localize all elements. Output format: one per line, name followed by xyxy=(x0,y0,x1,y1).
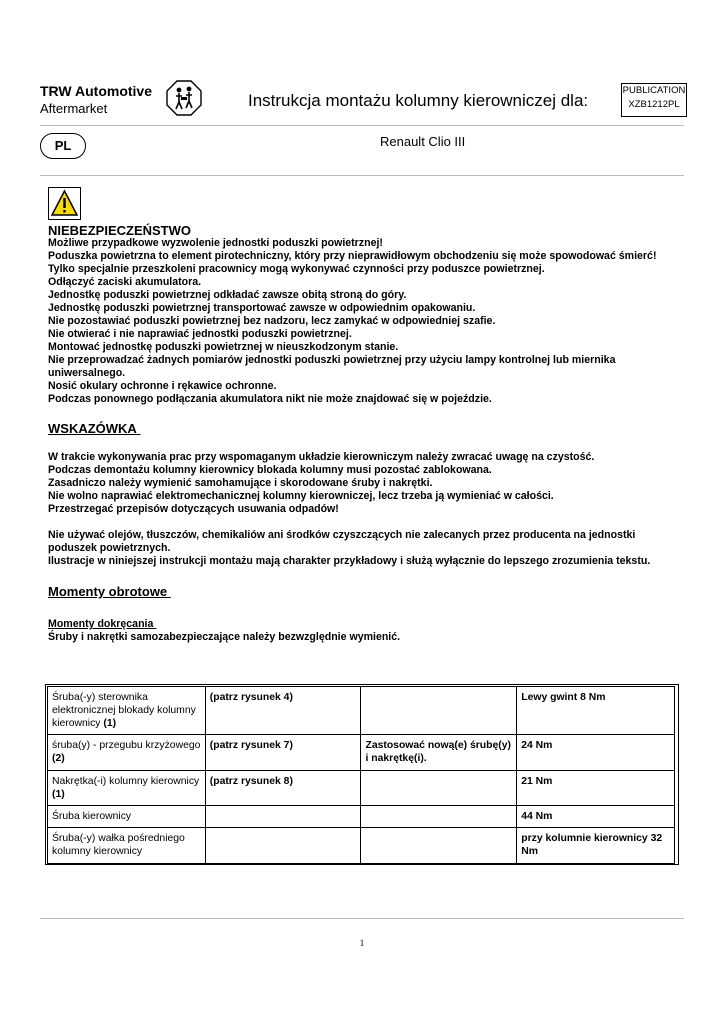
note-line: Podczas demontażu kolumny kierownicy blokada kolumny musi pozostać zablokowana. xyxy=(48,464,492,476)
safety-line: Montować jednostkę poduszki powietrznej w nieuszkodzonym stanie. xyxy=(48,341,399,353)
mechanic-octagon-icon xyxy=(166,80,202,116)
ref-cell xyxy=(205,771,361,806)
part-number: (1) xyxy=(103,718,117,729)
torque-subheading-text: Momenty dokręcania xyxy=(48,618,154,630)
company-division: Aftermarket xyxy=(40,101,108,116)
note-line: Przestrzegać przepisów dotyczących usuwania odpadów! xyxy=(48,503,339,515)
footer-divider xyxy=(40,918,684,919)
language-badge: PL xyxy=(40,133,86,159)
part-text: Śruba(-y) wałka pośredniego kolumny kierownicy xyxy=(52,833,185,857)
safety-line: Nie przeprowadzać żadnych pomiarów jednostki poduszki powietrznej przy użyciu lampy kontrolnej lub miernika uniwersalnego. xyxy=(48,354,616,379)
torque-note: Śruby i nakrętki samozabezpieczające należy bezwzględnie wymienić. xyxy=(48,631,401,643)
table-row xyxy=(48,806,675,828)
note-cell xyxy=(361,735,517,771)
part-text: Nakrętka(-i) kolumny kierownicy xyxy=(52,776,200,787)
safety-line: Nie pozostawiać poduszki powietrznej bez nadzoru, lecz zamykać w odpowiedniej szafie. xyxy=(48,315,496,327)
note-cell xyxy=(361,828,517,864)
note-cell xyxy=(361,806,517,828)
value-cell xyxy=(517,771,675,806)
safety-heading: NIEBEZPIECZEŃSTWO xyxy=(48,223,192,238)
header-divider-2 xyxy=(40,175,684,176)
table-row xyxy=(48,771,675,806)
note-cell xyxy=(361,771,517,806)
vehicle-model: Renault Clio III xyxy=(380,134,466,149)
publication-box xyxy=(621,83,687,117)
torque-value: 21 Nm xyxy=(521,776,553,787)
table-row xyxy=(48,687,675,735)
notes-heading xyxy=(48,422,673,435)
part-text: Śruba kierownicy xyxy=(52,811,132,822)
torque-heading xyxy=(48,585,673,598)
safety-line: Poduszka powietrzna to element pirotechniczny, który przy nieprawidłowym obchodzeniu się może spowodować śmierć! xyxy=(48,250,657,262)
note-line: Nie wolno naprawiać elektromechanicznej kolumny kierowniczej, lecz trzeba ją wymieniać w całości. xyxy=(48,490,554,502)
publication-label: PUBLICATION xyxy=(622,85,686,96)
note-cell xyxy=(361,687,517,735)
safety-line: Możliwe przypadkowe wyzwolenie jednostki poduszki powietrznej! xyxy=(48,237,383,249)
safety-line: Jednostkę poduszki powietrznej odkładać zawsze obitą stroną do góry. xyxy=(48,289,407,301)
part-cell xyxy=(48,687,206,735)
part-cell xyxy=(48,771,206,806)
note-line: Nie używać olejów, tłuszczów, chemikaliów ani środków czyszczących nie zalecanych przez producenta na jednostki poduszek powietrznych. xyxy=(48,529,636,554)
part-cell xyxy=(48,735,206,771)
torque-table xyxy=(47,686,675,864)
safety-line: Podczas ponownego podłączania akumulatora nikt nie może znajdować się w pojeździe. xyxy=(48,393,492,405)
safety-line: Nosić okulary ochronne i rękawice ochronne. xyxy=(48,380,277,392)
part-cell xyxy=(48,806,206,828)
part-text: śruba(y) - przegubu krzyżowego xyxy=(52,740,201,751)
note-text: Zastosować nową(e) śrubę(y) i nakrętkę(i). xyxy=(365,740,511,764)
value-cell xyxy=(517,687,675,735)
page-number: 1 xyxy=(359,938,365,948)
note-line: Ilustracje w niniejszej instrukcji montażu mają charakter przykładowy i służą wyłącznie do lepszego zrozumienia tekstu. xyxy=(48,555,651,567)
warning-frame xyxy=(48,187,81,220)
value-cell xyxy=(517,828,675,864)
safety-line: Nie otwierać i nie naprawiać jednostki poduszki powietrznej. xyxy=(48,328,352,340)
company-name: TRW Automotive xyxy=(40,83,152,99)
figure-ref: (patrz rysunek 8) xyxy=(209,776,293,787)
torque-value: 44 Nm xyxy=(521,811,553,822)
publication-code: XZB1212PL xyxy=(628,99,680,110)
note-line: W trakcie wykonywania prac przy wspomaganym układzie kierowniczym należy zwracać uwagę na czystość. xyxy=(48,451,595,463)
part-cell xyxy=(48,828,206,864)
table-row xyxy=(48,735,675,771)
safety-line: Odłączyć zaciski akumulatora. xyxy=(48,276,202,288)
ref-cell xyxy=(205,687,361,735)
value-cell xyxy=(517,735,675,771)
note-line: Zasadniczo należy wymienić samohamujące i skorodowane śruby i nakrętki. xyxy=(48,477,433,489)
torque-subheading xyxy=(48,618,673,631)
figure-ref: (patrz rysunek 7) xyxy=(209,740,293,751)
document-body xyxy=(48,224,673,644)
figure-ref: (patrz rysunek 4) xyxy=(209,692,293,703)
document-title: Instrukcja montażu kolumny kierowniczej dla: xyxy=(248,91,589,110)
torque-value: Lewy gwint 8 Nm xyxy=(521,692,606,703)
torque-value: 24 Nm xyxy=(521,740,553,751)
value-cell xyxy=(517,806,675,828)
torque-value: przy kolumnie kierownicy 32 Nm xyxy=(521,833,663,857)
ref-cell xyxy=(205,735,361,771)
safety-line: Jednostkę poduszki powietrznej transportować zawsze w odpowiednim opakowaniu. xyxy=(48,302,476,314)
ref-cell xyxy=(205,806,361,828)
torque-heading-text: Momenty obrotowe xyxy=(48,584,168,599)
warning-triangle-icon xyxy=(49,188,80,219)
header-divider xyxy=(40,125,684,126)
ref-cell xyxy=(205,828,361,864)
notes-heading-text: WSKAZÓWKA xyxy=(48,421,137,436)
part-text: Śruba(-y) sterownika elektronicznej blokady kolumny kierownicy xyxy=(52,692,196,729)
part-number: (2) xyxy=(52,753,65,764)
table-row xyxy=(48,828,675,864)
safety-line: Tylko specjalnie przeszkoleni pracownicy mogą wykonywać czynności przy poduszce powietrznej. xyxy=(48,263,545,275)
part-number: (1) xyxy=(52,789,65,800)
